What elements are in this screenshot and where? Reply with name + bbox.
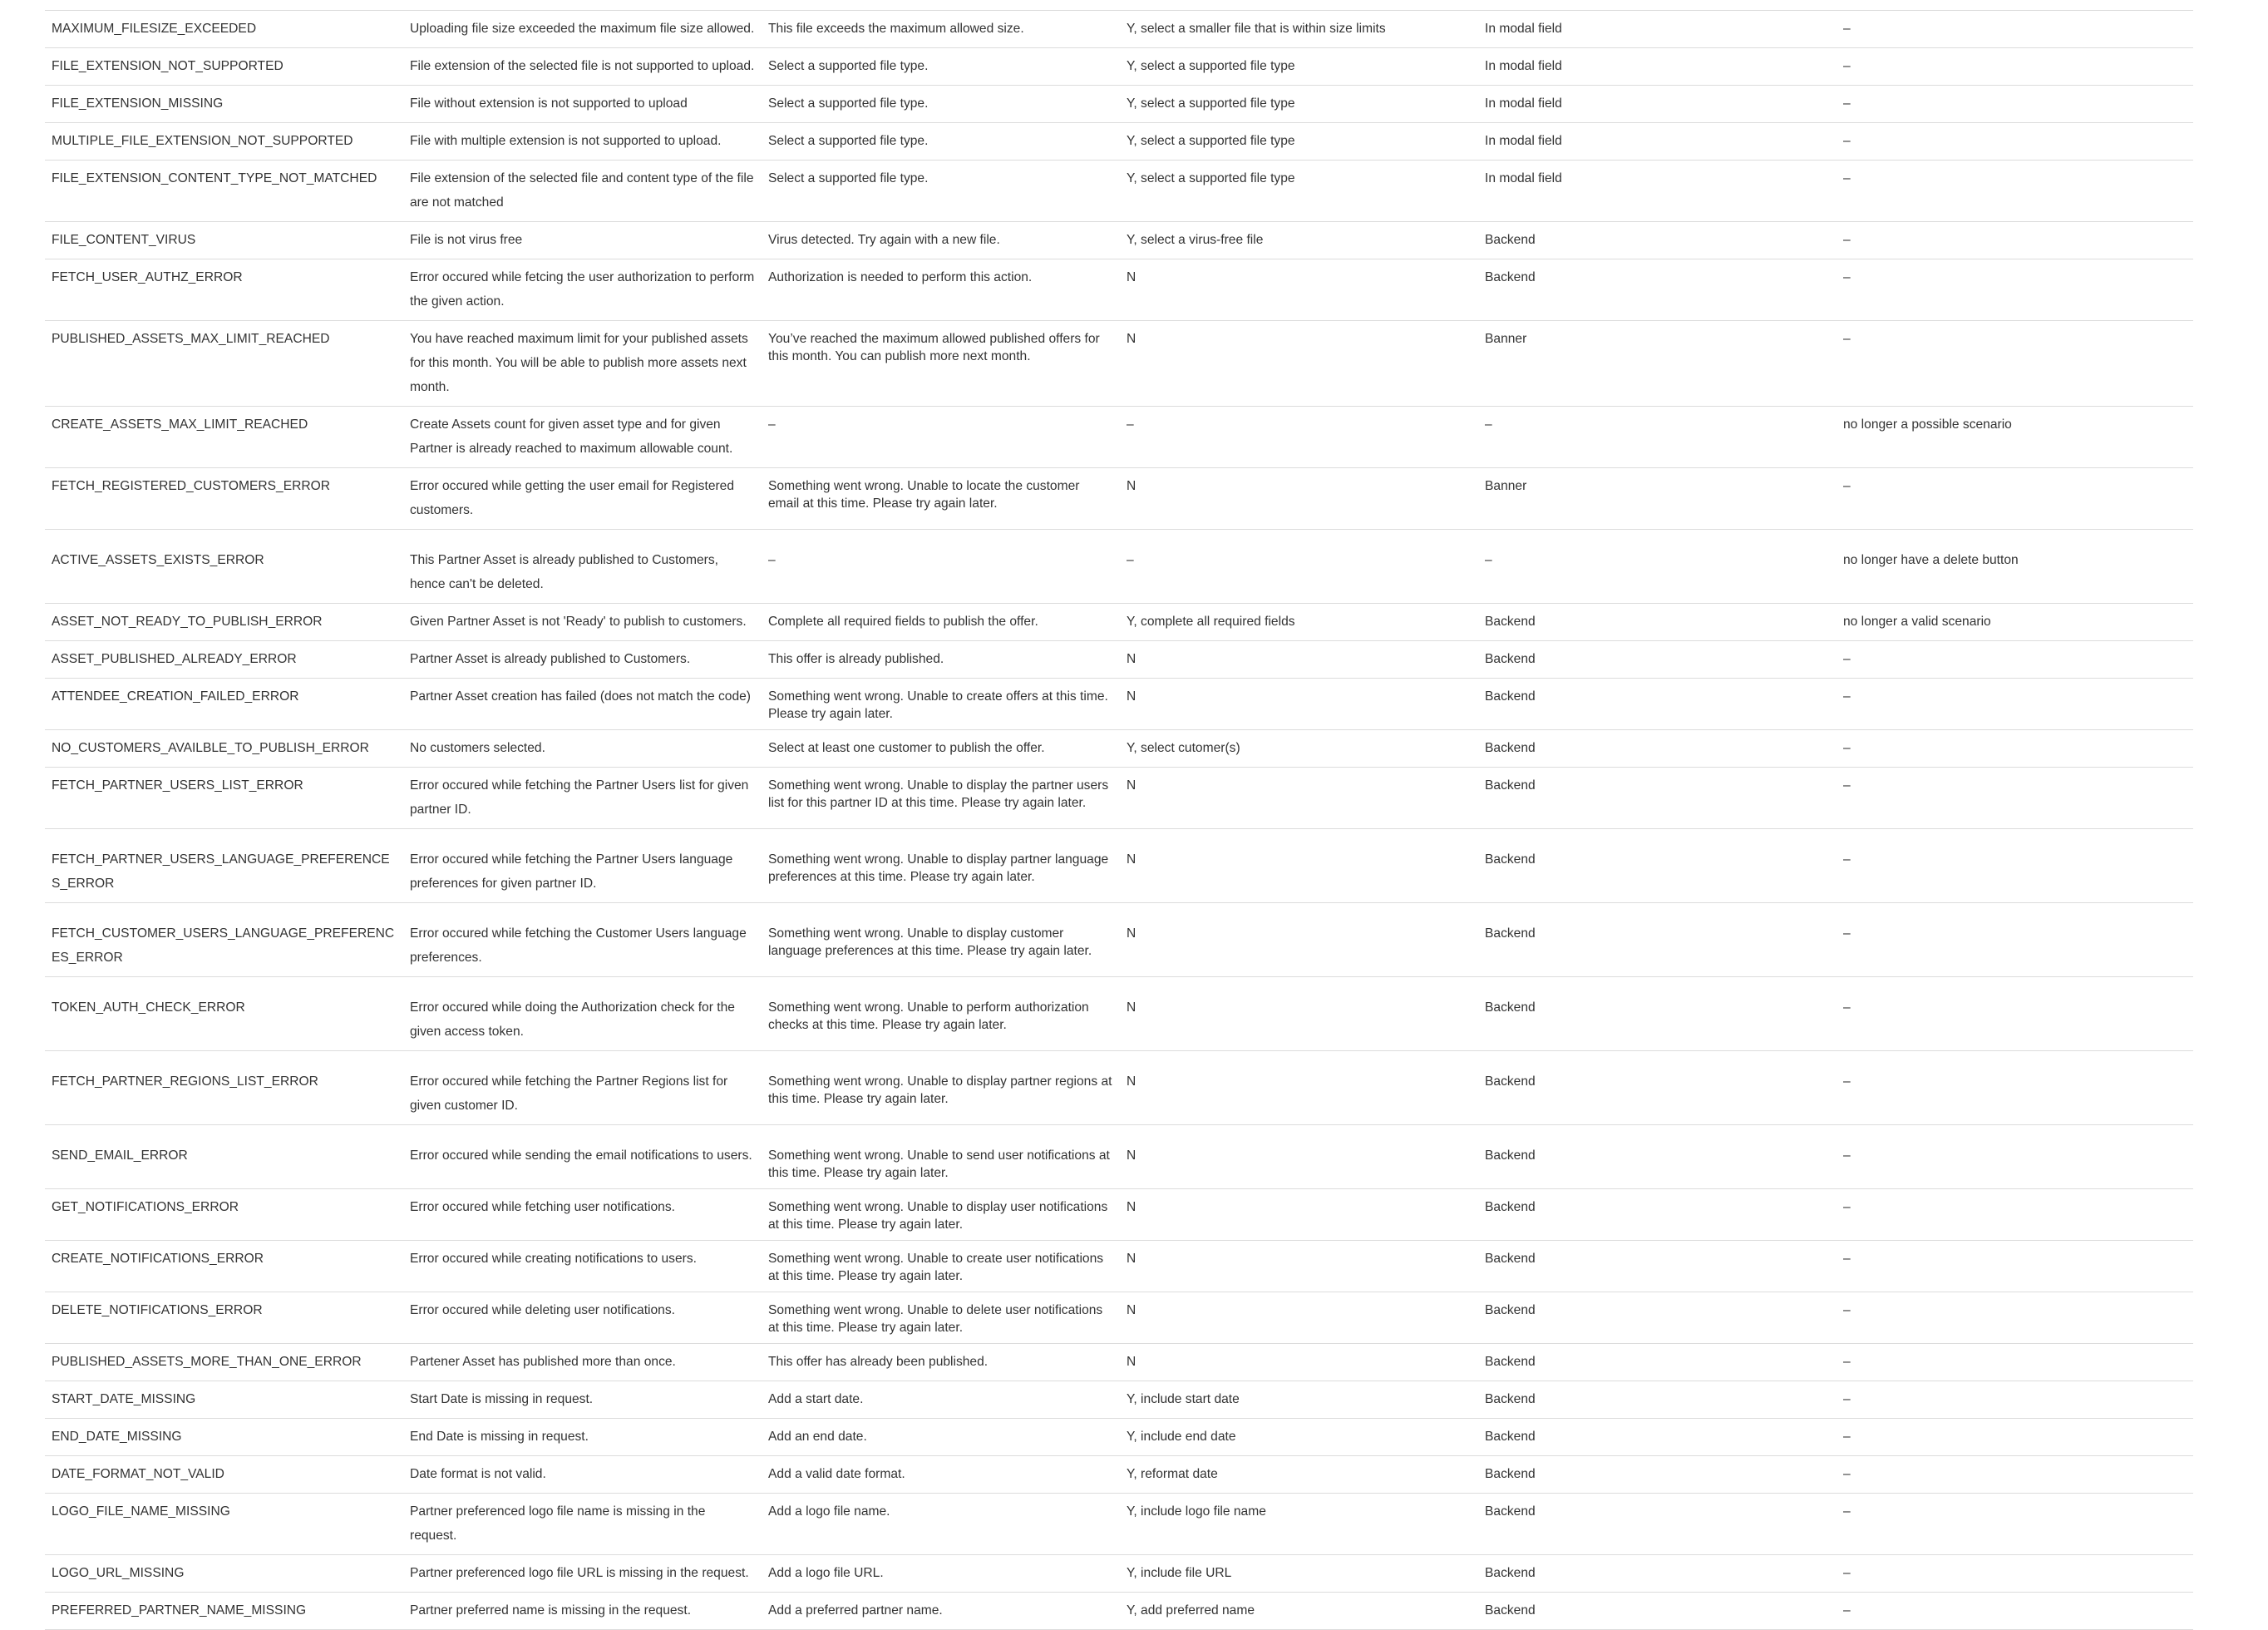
display-location-cell: Backend: [1478, 1456, 1837, 1494]
error-code-cell: MAXIMUM_FILESIZE_EXCEEDED: [45, 11, 403, 48]
display-location-cell: In modal field: [1478, 11, 1837, 48]
notes-cell: –: [1837, 321, 2193, 407]
error-code-cell: ACTIVE_ASSETS_EXISTS_ERROR: [45, 530, 403, 604]
error-code-cell: ASSET_NOT_READY_TO_PUBLISH_ERROR: [45, 604, 403, 641]
notes-cell: –: [1837, 679, 2193, 730]
display-location-cell: In modal field: [1478, 86, 1837, 123]
display-location-cell: Backend: [1478, 1241, 1837, 1292]
table-row: [45, 1292, 2193, 1344]
user-action-cell: Y, select a smaller file that is within size limits: [1120, 11, 1478, 48]
user-action-cell: Y, select a supported file type: [1120, 86, 1478, 123]
table-row: [45, 1125, 2193, 1189]
notes-cell: –: [1837, 1344, 2193, 1381]
notes-cell: –: [1837, 1125, 2193, 1189]
display-location-cell: Backend: [1478, 1189, 1837, 1241]
user-message-cell: Something went wrong. Unable to send user notifications at this time. Please try again later.: [762, 1125, 1120, 1189]
user-action-cell: –: [1120, 407, 1478, 468]
notes-cell: –: [1837, 1555, 2193, 1593]
notes-cell: –: [1837, 641, 2193, 679]
error-codes-table-container: [45, 10, 2193, 1630]
user-action-cell: Y, include logo file name: [1120, 1494, 1478, 1555]
notes-cell: –: [1837, 123, 2193, 161]
user-message-cell: You’ve reached the maximum allowed published offers for this month. You can publish more next month.: [762, 321, 1120, 407]
error-code-cell: PUBLISHED_ASSETS_MAX_LIMIT_REACHED: [45, 321, 403, 407]
display-location-cell: Backend: [1478, 604, 1837, 641]
user-message-cell: This file exceeds the maximum allowed size.: [762, 11, 1120, 48]
notes-cell: –: [1837, 768, 2193, 829]
user-message-cell: Something went wrong. Unable to display customer language preferences at this time. Please try again later.: [762, 903, 1120, 977]
error-codes-table: [45, 10, 2193, 1630]
error-description-cell: Partner preferred name is missing in the request.: [403, 1593, 762, 1630]
error-code-cell: ATTENDEE_CREATION_FAILED_ERROR: [45, 679, 403, 730]
display-location-cell: Backend: [1478, 1125, 1837, 1189]
error-description-cell: Error occured while sending the email notifications to users.: [403, 1125, 762, 1189]
display-location-cell: –: [1478, 407, 1837, 468]
error-code-cell: FILE_EXTENSION_CONTENT_TYPE_NOT_MATCHED: [45, 161, 403, 222]
user-action-cell: Y, reformat date: [1120, 1456, 1478, 1494]
notes-cell: –: [1837, 903, 2193, 977]
error-description-cell: File with multiple extension is not supported to upload.: [403, 123, 762, 161]
user-message-cell: –: [762, 407, 1120, 468]
error-description-cell: Error occured while getting the user email for Registered customers.: [403, 468, 762, 530]
table-row: [45, 1381, 2193, 1419]
notes-cell: –: [1837, 1051, 2193, 1125]
user-message-cell: Something went wrong. Unable to delete user notifications at this time. Please try again later.: [762, 1292, 1120, 1344]
user-message-cell: This offer has already been published.: [762, 1344, 1120, 1381]
table-row: [45, 321, 2193, 407]
user-message-cell: Authorization is needed to perform this action.: [762, 259, 1120, 321]
user-message-cell: Select a supported file type.: [762, 86, 1120, 123]
user-action-cell: N: [1120, 641, 1478, 679]
error-description-cell: Given Partner Asset is not 'Ready' to publish to customers.: [403, 604, 762, 641]
error-description-cell: Start Date is missing in request.: [403, 1381, 762, 1419]
display-location-cell: Backend: [1478, 1419, 1837, 1456]
table-row: [45, 1555, 2193, 1593]
error-code-cell: CREATE_ASSETS_MAX_LIMIT_REACHED: [45, 407, 403, 468]
display-location-cell: Backend: [1478, 730, 1837, 768]
error-description-cell: Partner Asset is already published to Customers.: [403, 641, 762, 679]
user-message-cell: Something went wrong. Unable to locate the customer email at this time. Please try again later.: [762, 468, 1120, 530]
notes-cell: –: [1837, 1456, 2193, 1494]
notes-cell: –: [1837, 86, 2193, 123]
table-row: [45, 1241, 2193, 1292]
error-code-cell: PREFERRED_PARTNER_NAME_MISSING: [45, 1593, 403, 1630]
table-row: [45, 829, 2193, 903]
user-action-cell: N: [1120, 1241, 1478, 1292]
error-code-cell: DELETE_NOTIFICATIONS_ERROR: [45, 1292, 403, 1344]
table-row: [45, 977, 2193, 1051]
error-code-cell: FILE_EXTENSION_NOT_SUPPORTED: [45, 48, 403, 86]
error-description-cell: Error occured while fetching user notifications.: [403, 1189, 762, 1241]
table-row: [45, 1419, 2193, 1456]
error-code-cell: CREATE_NOTIFICATIONS_ERROR: [45, 1241, 403, 1292]
user-message-cell: Something went wrong. Unable to display the partner users list for this partner ID at this time. Please try again later.: [762, 768, 1120, 829]
user-message-cell: Something went wrong. Unable to display partner regions at this time. Please try again later.: [762, 1051, 1120, 1125]
notes-cell: –: [1837, 1419, 2193, 1456]
error-code-cell: PUBLISHED_ASSETS_MORE_THAN_ONE_ERROR: [45, 1344, 403, 1381]
user-action-cell: Y, complete all required fields: [1120, 604, 1478, 641]
user-action-cell: N: [1120, 468, 1478, 530]
notes-cell: –: [1837, 1292, 2193, 1344]
display-location-cell: Backend: [1478, 679, 1837, 730]
user-action-cell: N: [1120, 1051, 1478, 1125]
display-location-cell: –: [1478, 530, 1837, 604]
user-message-cell: Add a start date.: [762, 1381, 1120, 1419]
error-description-cell: Error occured while doing the Authorization check for the given access token.: [403, 977, 762, 1051]
user-action-cell: –: [1120, 530, 1478, 604]
table-row: [45, 730, 2193, 768]
error-description-cell: Error occured while fetching the Partner Regions list for given customer ID.: [403, 1051, 762, 1125]
user-action-cell: Y, include start date: [1120, 1381, 1478, 1419]
table-row: [45, 123, 2193, 161]
error-code-cell: ASSET_PUBLISHED_ALREADY_ERROR: [45, 641, 403, 679]
display-location-cell: Banner: [1478, 321, 1837, 407]
display-location-cell: Backend: [1478, 768, 1837, 829]
display-location-cell: In modal field: [1478, 161, 1837, 222]
notes-cell: –: [1837, 1241, 2193, 1292]
display-location-cell: Backend: [1478, 1593, 1837, 1630]
notes-cell: –: [1837, 977, 2193, 1051]
table-row: [45, 222, 2193, 259]
table-row: [45, 1456, 2193, 1494]
error-description-cell: Partner preferenced logo file URL is missing in the request.: [403, 1555, 762, 1593]
error-code-cell: FETCH_CUSTOMER_USERS_LANGUAGE_PREFERENCES_ERROR: [45, 903, 403, 977]
user-action-cell: Y, select a supported file type: [1120, 123, 1478, 161]
notes-cell: –: [1837, 11, 2193, 48]
error-code-cell: LOGO_FILE_NAME_MISSING: [45, 1494, 403, 1555]
error-code-cell: MULTIPLE_FILE_EXTENSION_NOT_SUPPORTED: [45, 123, 403, 161]
table-row: [45, 259, 2193, 321]
table-row: [45, 1051, 2193, 1125]
display-location-cell: Backend: [1478, 977, 1837, 1051]
user-message-cell: Virus detected. Try again with a new file.: [762, 222, 1120, 259]
table-row: [45, 468, 2193, 530]
user-action-cell: N: [1120, 321, 1478, 407]
error-description-cell: Error occured while fetching the Customer Users language preferences.: [403, 903, 762, 977]
table-row: [45, 86, 2193, 123]
notes-cell: –: [1837, 1593, 2193, 1630]
user-action-cell: N: [1120, 259, 1478, 321]
error-code-cell: START_DATE_MISSING: [45, 1381, 403, 1419]
display-location-cell: Backend: [1478, 829, 1837, 903]
error-description-cell: Error occured while fetcing the user authorization to perform the given action.: [403, 259, 762, 321]
error-code-cell: END_DATE_MISSING: [45, 1419, 403, 1456]
table-row: [45, 48, 2193, 86]
display-location-cell: Backend: [1478, 1494, 1837, 1555]
display-location-cell: Backend: [1478, 259, 1837, 321]
display-location-cell: Backend: [1478, 1381, 1837, 1419]
table-row: [45, 903, 2193, 977]
display-location-cell: Backend: [1478, 1555, 1837, 1593]
display-location-cell: Backend: [1478, 1051, 1837, 1125]
notes-cell: –: [1837, 468, 2193, 530]
table-row: [45, 1344, 2193, 1381]
user-action-cell: Y, select a virus-free file: [1120, 222, 1478, 259]
error-description-cell: Error occured while deleting user notifications.: [403, 1292, 762, 1344]
user-message-cell: This offer is already published.: [762, 641, 1120, 679]
error-description-cell: Partner Asset creation has failed (does not match the code): [403, 679, 762, 730]
table-row: [45, 641, 2193, 679]
user-message-cell: Add a valid date format.: [762, 1456, 1120, 1494]
error-description-cell: Create Assets count for given asset type and for given Partner is already reached to maximum allowable count.: [403, 407, 762, 468]
table-row: [45, 768, 2193, 829]
user-message-cell: Add an end date.: [762, 1419, 1120, 1456]
user-action-cell: Y, add preferred name: [1120, 1593, 1478, 1630]
notes-cell: no longer a possible scenario: [1837, 407, 2193, 468]
error-description-cell: File is not virus free: [403, 222, 762, 259]
error-description-cell: You have reached maximum limit for your published assets for this month. You will be able to publish more assets next month.: [403, 321, 762, 407]
user-message-cell: Something went wrong. Unable to perform authorization checks at this time. Please try again later.: [762, 977, 1120, 1051]
error-code-cell: FETCH_PARTNER_REGIONS_LIST_ERROR: [45, 1051, 403, 1125]
notes-cell: –: [1837, 730, 2193, 768]
display-location-cell: Backend: [1478, 641, 1837, 679]
error-codes-table-body: [45, 11, 2193, 1630]
notes-cell: no longer a valid scenario: [1837, 604, 2193, 641]
error-description-cell: Partner preferenced logo file name is missing in the request.: [403, 1494, 762, 1555]
display-location-cell: Backend: [1478, 1344, 1837, 1381]
error-description-cell: Error occured while creating notifications to users.: [403, 1241, 762, 1292]
user-action-cell: N: [1120, 1189, 1478, 1241]
user-message-cell: Add a preferred partner name.: [762, 1593, 1120, 1630]
error-code-cell: GET_NOTIFICATIONS_ERROR: [45, 1189, 403, 1241]
user-message-cell: Something went wrong. Unable to create user notifications at this time. Please try again later.: [762, 1241, 1120, 1292]
user-message-cell: Select a supported file type.: [762, 161, 1120, 222]
display-location-cell: In modal field: [1478, 123, 1837, 161]
notes-cell: –: [1837, 222, 2193, 259]
notes-cell: –: [1837, 259, 2193, 321]
table-row: [45, 1593, 2193, 1630]
error-code-cell: NO_CUSTOMERS_AVAILBLE_TO_PUBLISH_ERROR: [45, 730, 403, 768]
user-message-cell: –: [762, 530, 1120, 604]
notes-cell: –: [1837, 161, 2193, 222]
table-row: [45, 604, 2193, 641]
error-code-cell: DATE_FORMAT_NOT_VALID: [45, 1456, 403, 1494]
notes-cell: –: [1837, 1494, 2193, 1555]
user-message-cell: Something went wrong. Unable to display user notifications at this time. Please try again later.: [762, 1189, 1120, 1241]
error-description-cell: Partener Asset has published more than once.: [403, 1344, 762, 1381]
error-description-cell: Error occured while fetching the Partner Users list for given partner ID.: [403, 768, 762, 829]
user-message-cell: Complete all required fields to publish the offer.: [762, 604, 1120, 641]
notes-cell: –: [1837, 48, 2193, 86]
notes-cell: –: [1837, 829, 2193, 903]
error-code-cell: TOKEN_AUTH_CHECK_ERROR: [45, 977, 403, 1051]
user-message-cell: Select a supported file type.: [762, 48, 1120, 86]
error-code-cell: LOGO_URL_MISSING: [45, 1555, 403, 1593]
error-description-cell: File without extension is not supported to upload: [403, 86, 762, 123]
table-row: [45, 161, 2193, 222]
error-code-cell: FILE_EXTENSION_MISSING: [45, 86, 403, 123]
error-description-cell: End Date is missing in request.: [403, 1419, 762, 1456]
display-location-cell: Banner: [1478, 468, 1837, 530]
error-code-cell: FILE_CONTENT_VIRUS: [45, 222, 403, 259]
error-code-cell: FETCH_USER_AUTHZ_ERROR: [45, 259, 403, 321]
display-location-cell: Backend: [1478, 903, 1837, 977]
user-action-cell: N: [1120, 1292, 1478, 1344]
error-description-cell: File extension of the selected file is not supported to upload.: [403, 48, 762, 86]
user-action-cell: Y, select a supported file type: [1120, 161, 1478, 222]
user-action-cell: Y, include end date: [1120, 1419, 1478, 1456]
user-message-cell: Something went wrong. Unable to display partner language preferences at this time. Please try again later.: [762, 829, 1120, 903]
user-action-cell: N: [1120, 1125, 1478, 1189]
error-description-cell: No customers selected.: [403, 730, 762, 768]
user-action-cell: N: [1120, 903, 1478, 977]
error-code-cell: SEND_EMAIL_ERROR: [45, 1125, 403, 1189]
error-description-cell: Date format is not valid.: [403, 1456, 762, 1494]
user-action-cell: N: [1120, 679, 1478, 730]
user-action-cell: N: [1120, 1344, 1478, 1381]
user-action-cell: N: [1120, 768, 1478, 829]
table-row: [45, 11, 2193, 48]
error-description-cell: This Partner Asset is already published to Customers, hence can't be deleted.: [403, 530, 762, 604]
user-message-cell: Add a logo file name.: [762, 1494, 1120, 1555]
table-row: [45, 530, 2193, 604]
user-action-cell: N: [1120, 829, 1478, 903]
user-action-cell: Y, select a supported file type: [1120, 48, 1478, 86]
user-message-cell: Add a logo file URL.: [762, 1555, 1120, 1593]
table-row: [45, 1189, 2193, 1241]
error-description-cell: Uploading file size exceeded the maximum file size allowed.: [403, 11, 762, 48]
error-description-cell: Error occured while fetching the Partner Users language preferences for given partner ID.: [403, 829, 762, 903]
user-action-cell: Y, include file URL: [1120, 1555, 1478, 1593]
notes-cell: no longer have a delete button: [1837, 530, 2193, 604]
notes-cell: –: [1837, 1189, 2193, 1241]
user-action-cell: N: [1120, 977, 1478, 1051]
user-message-cell: Select a supported file type.: [762, 123, 1120, 161]
display-location-cell: In modal field: [1478, 48, 1837, 86]
notes-cell: –: [1837, 1381, 2193, 1419]
user-action-cell: Y, select cutomer(s): [1120, 730, 1478, 768]
table-row: [45, 407, 2193, 468]
user-message-cell: Select at least one customer to publish the offer.: [762, 730, 1120, 768]
display-location-cell: Backend: [1478, 222, 1837, 259]
table-row: [45, 1494, 2193, 1555]
table-row: [45, 679, 2193, 730]
error-code-cell: FETCH_PARTNER_USERS_LIST_ERROR: [45, 768, 403, 829]
error-code-cell: FETCH_PARTNER_USERS_LANGUAGE_PREFERENCES_ERROR: [45, 829, 403, 903]
error-code-cell: FETCH_REGISTERED_CUSTOMERS_ERROR: [45, 468, 403, 530]
display-location-cell: Backend: [1478, 1292, 1837, 1344]
error-description-cell: File extension of the selected file and content type of the file are not matched: [403, 161, 762, 222]
user-message-cell: Something went wrong. Unable to create offers at this time. Please try again later.: [762, 679, 1120, 730]
